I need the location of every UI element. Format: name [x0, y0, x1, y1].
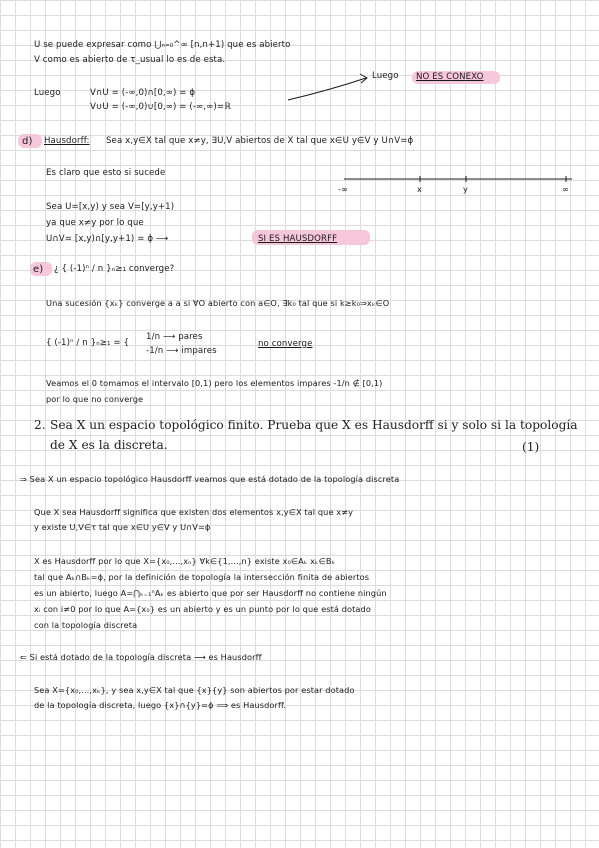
axis-label-right: ∞: [562, 184, 569, 194]
proof-line-1: Que X sea Hausdorff significa que existen dos elementos x,y∈X tal que x≠y: [34, 507, 354, 517]
line-v-open: V como es abierto de τ_usual lo es de esta.: [34, 55, 226, 65]
si-es-hausdorff-label: SI ES HAUSDORFF: [258, 234, 338, 244]
e-line-2-impares: -1/n ⟶ impares: [146, 346, 217, 356]
proof-line-6: xᵢ con i≠0 por lo que A={x₀} es un abierto y es un punto por lo que está dotado: [34, 604, 371, 614]
problem-points: (1): [522, 440, 540, 454]
proof-line-3: X es Hausdorff por lo que X={x₀,...,xₙ} ∀k∈{1,...,n} existe x₀∈Aₖ xₖ∈Bₖ: [34, 556, 336, 566]
e-line-1: Una sucesión {xₖ} converge a a si ∀O abierto con a∈O, ∃k₀ tal que si k≥k₀⇒xₖ∈O: [46, 298, 390, 308]
proof-forward-heading: ⇒ Sea X un espacio topológico Hausdorff veamos que está dotado de la topología discreta: [20, 474, 400, 484]
d-definition: Sea x,y∈X tal que x≠y, ∃U,V abiertos de X tal que x∈U y∈V y U∩V=ϕ: [106, 136, 414, 146]
e-line-3: Veamos el 0 tomamos el intervalo [0,1) pero los elementos impares -1/n ∉ [0,1): [46, 378, 383, 388]
axis-label-x: x: [417, 184, 422, 194]
e-question: ¿ { (-1)ⁿ / n }ₙ≥₁ converge?: [54, 264, 175, 274]
problem-text-1: Sea X un espacio topológico finito. Prueba que X es Hausdorff si y solo si la topología: [50, 418, 578, 432]
proof-backward-heading: ⇐ Si está dotado de la topología discreta ⟶ es Hausdorff: [20, 652, 262, 662]
line-v-union-u: V∪U = (-∞,0)∪[0,∞) = (-∞,∞)=ℝ: [90, 102, 232, 112]
proof-back-line-2: de la topología discreta, luego {x}∩{y}=ϕ ⟹ es Hausdorff.: [34, 700, 287, 710]
problem-text-2: de X es la discreta.: [50, 438, 168, 452]
d-line-4: U∩V= [x,y)∩[y,y+1) = ϕ ⟶: [46, 234, 169, 244]
d-title: Hausdorff:: [44, 136, 90, 146]
d-label: d): [22, 136, 33, 147]
proof-back-line-1: Sea X={x₀,...,xₖ}, y sea x,y∈X tal que {x}{y} son abiertos por estar dotado: [34, 685, 355, 695]
axis-label-left: -∞: [338, 184, 348, 194]
problem-number: 2.: [34, 418, 46, 432]
e-line-2-left: { (-1)ⁿ / n }ₙ≥₁ = {: [46, 338, 130, 348]
line-luego-conclusion: Luego: [372, 71, 399, 81]
line-u-expression: U se puede expresar como ⋃ₙ₌₀^∞ [n,n+1) que es abierto: [34, 40, 291, 50]
d-line-2: Sea U=[x,y) y sea V=[y,y+1): [46, 202, 175, 212]
d-line-3: ya que x≠y por lo que: [46, 218, 144, 228]
proof-line-4: tal que Aₖ∩Bₖ=ϕ, por la definición de topología la intersección finita de abiertos: [34, 572, 370, 582]
d-line-1: Es claro que esto si sucede: [46, 168, 166, 178]
line-luego-label: Luego: [34, 88, 61, 98]
e-line-4: por lo que no converge: [46, 394, 144, 404]
e-label: e): [33, 264, 44, 275]
proof-line-7: con la topología discreta: [34, 620, 138, 630]
e-line-2-pares: 1/n ⟶ pares: [146, 332, 203, 342]
no-es-conexo-label: NO ES CONEXO: [416, 72, 484, 82]
e-no-converge: no converge: [258, 339, 313, 349]
line-v-intersect-u: V∩U = (-∞,0)∩[0,∞) = ϕ: [90, 88, 196, 98]
axis-label-y: y: [463, 184, 468, 194]
proof-line-5: es un abierto, luego A=⋂ₖ₌₁ⁿAₖ es abierto que por ser Hausdorff no contiene ningún: [34, 588, 387, 598]
proof-line-2: y existe U,V∈τ tal que x∈U y∈V y U∩V=ϕ: [34, 522, 211, 532]
